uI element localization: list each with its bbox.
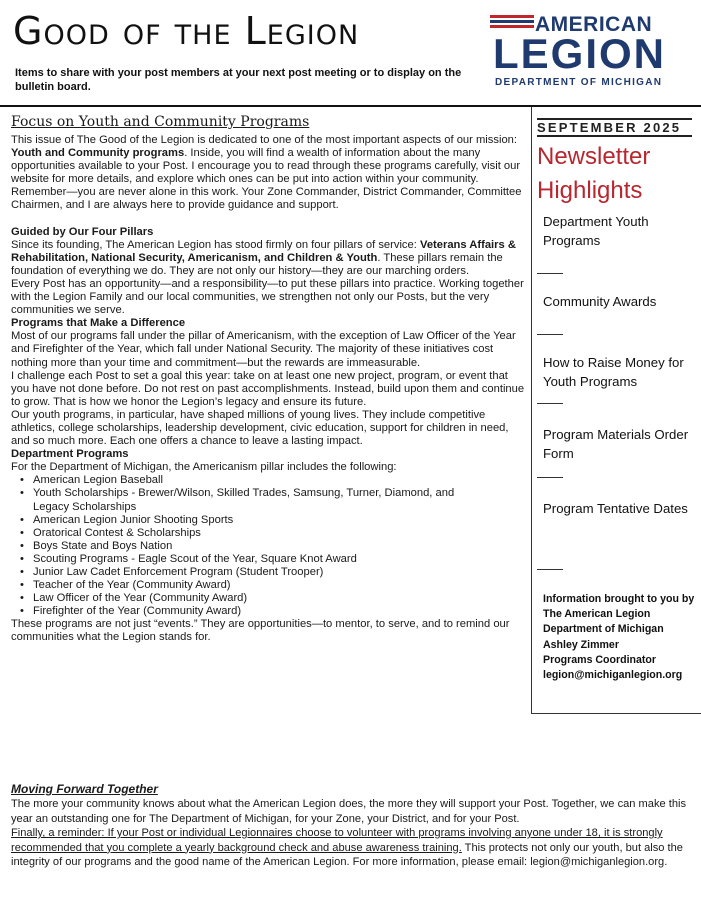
list-item: • American Legion Baseball	[33, 474, 526, 487]
newsletter-title: Good of the Legion	[13, 9, 360, 53]
contact-line: Department of Michigan	[543, 623, 664, 636]
intro-paragraph	[11, 134, 526, 213]
highlights-heading-line-2: Highlights	[537, 177, 643, 204]
programs-paragraph-2: I challenge each Post to set a goal this year: take on at least one new project, program, or event that you have not done before. Do not rest on past accomplishments. Instead, build upon them and continue to grow. That is how we honor the Legion’s legacy and ensure its future.	[11, 369, 525, 408]
intro-bold: Youth and Community programs	[11, 147, 185, 160]
reminder-underlined: Finally, a reminder: If your Post or individual Legionnaires choose to volunteer with programs involving anyone under 18, it is strongly recommended that you complete a yearly background check and abuse awareness training.	[11, 827, 663, 854]
moving-forward-paragraph: The more your community knows about what the American Legion does, the more they will support your Post. Together, we can make this year an outstanding one for The Department of Michigan, for your Zone, your District, and for your Post.	[11, 798, 687, 825]
pillars-text-1: Since its founding, The American Legion has stood firmly on four pillars of service:	[11, 238, 420, 251]
pillars-text-2: . These pillars remain the foundation of everything we do. They are not only our history—they are our marching orders.	[11, 251, 503, 277]
list-item: • Boys State and Boys Nation	[33, 540, 526, 553]
highlight-divider	[537, 403, 563, 404]
pillars-paragraph	[11, 239, 526, 278]
main-heading: Focus on Youth and Community Programs	[11, 114, 310, 130]
department-programs-list	[11, 474, 526, 618]
programs-closing: These programs are not just “events.” They are opportunities—to mentor, to serve, and to remind our communities what the Legion stands for.	[11, 618, 510, 644]
list-item: • Oratorical Contest & Scholarships	[33, 527, 526, 540]
highlight-divider	[537, 273, 563, 274]
list-item: • American Legion Junior Shooting Sports	[33, 514, 526, 527]
list-item: • Firefighter of the Year (Community Award)	[33, 605, 526, 618]
newsletter-subtitle: Items to share with your post members at your next post meeting or to display on the bulletin board.	[15, 67, 462, 93]
list-item: • Scouting Programs - Eagle Scout of the Year, Square Knot Award	[33, 553, 526, 566]
contact-email[interactable]: legion@michiganlegion.org	[543, 669, 683, 682]
department-programs-intro: For the Department of Michigan, the Americanism pillar includes the following:	[11, 461, 397, 474]
programs-heading: Programs that Make a Difference	[11, 317, 186, 330]
list-item: • Junior Law Cadet Enforcement Program (Student Trooper)	[33, 566, 526, 579]
logo-american-text: AMERICAN	[535, 13, 653, 36]
list-item	[33, 487, 526, 513]
intro-text-2: . Inside, you will find a wealth of information about the many opportunities available to your Post. I encourage you to read through these programs carefully, visit our website for more details, and explore which ones can be put into action within your community. Remember—you are never alone in this work. Your Zone Commander, District Commander, Committee Chairmen, and I are always here to provide guidance and support.	[11, 147, 522, 212]
highlight-item-tentative-dates[interactable]: Program Tentative Dates	[543, 501, 688, 516]
list-item: • Teacher of the Year (Community Award)	[33, 579, 526, 592]
sidebar	[537, 118, 697, 682]
issue-month: SEPTEMBER 2025	[537, 118, 692, 137]
reminder-paragraph	[11, 826, 691, 870]
programs-paragraph-3: Our youth programs, in particular, have shaped millions of young lives. They include competitive athletics, college scholarships, leadership development, civic education, support for children in need, and so much more. Each one offers a chance to leave a lasting impact.	[11, 408, 509, 448]
highlights-heading	[537, 140, 697, 208]
contact-line: Information brought to you by The American Legion	[543, 593, 695, 621]
sidebar-divider	[531, 107, 532, 714]
intro-text-1: This issue of The Good of the Legion is dedicated to one of the most important aspects of our mission:	[11, 134, 517, 146]
list-item-text: • Youth Scholarships - Brewer/Wilson, Skilled Trades, Samsung, Turner, Diamond, and Legacy Scholarships	[33, 487, 455, 513]
header-divider	[0, 105, 701, 107]
sidebar-bottom-rule	[531, 713, 701, 714]
department-programs-heading: Department Programs	[11, 448, 129, 461]
pillars-bold: Veterans Affairs & Rehabilitation, National Security, Americanism, and Children & Youth	[11, 238, 516, 264]
contact-title: Programs Coordinator	[543, 653, 657, 666]
contact-info	[543, 592, 701, 683]
highlight-item-community-awards[interactable]: Community Awards	[543, 294, 657, 309]
programs-paragraph-1: Most of our programs fall under the pillar of Americanism, with the exception of Law Officer of the Year and Firefighter of the Year, which fall under National Security. The majority of these initiatives cost nothing more than your time and commitment—but the rewards are immeasurable.	[11, 330, 516, 369]
pillars-paragraph-2: Every Post has an opportunity—and a responsibility—to put these pillars into practice. Working together with the Legion Family and our local communities, we strengthen not only our Posts, but the very communities we serve.	[11, 277, 524, 317]
reminder-text: This protects not only our youth, but also the integrity of our programs and the good name of the American Legion. For more information, please email: legion@michiganlegion.org.	[11, 841, 683, 868]
logo-department-text: DEPARTMENT OF MICHIGAN	[495, 77, 663, 88]
pillars-heading: Guided by Our Four Pillars	[11, 225, 154, 238]
highlight-item-youth-programs[interactable]: Department Youth Programs	[543, 214, 649, 248]
highlight-divider	[537, 334, 563, 335]
contact-name: Ashley Zimmer	[543, 638, 619, 651]
moving-forward-heading: Moving Forward Together	[11, 782, 158, 796]
main-column	[11, 114, 526, 645]
logo-legion-text: LEGION	[493, 30, 667, 77]
bottom-section	[11, 781, 691, 870]
list-item: • Law Officer of the Year (Community Award)	[33, 592, 526, 605]
highlight-divider	[537, 477, 563, 478]
highlight-item-raise-money[interactable]: How to Raise Money for Youth Programs	[543, 355, 684, 389]
highlights-heading-line-1: Newsletter	[537, 143, 651, 170]
highlight-item-order-form[interactable]: Program Materials Order Form	[543, 427, 689, 461]
highlight-divider	[537, 569, 563, 570]
american-legion-logo	[490, 12, 690, 92]
